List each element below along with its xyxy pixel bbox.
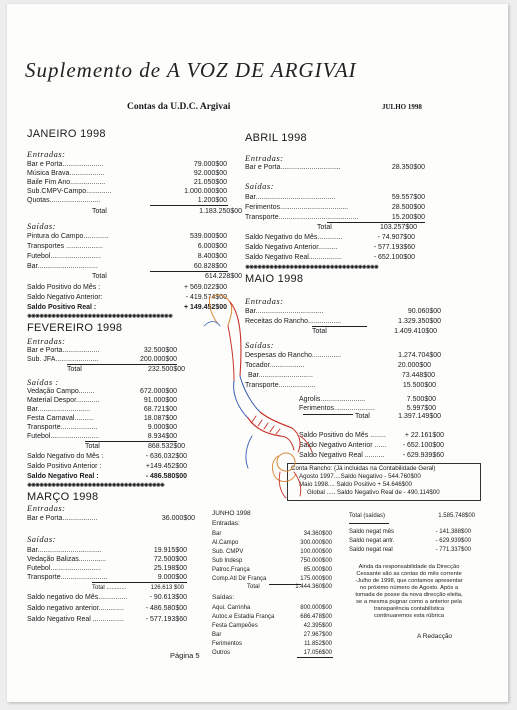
signature: A Redacção: [417, 633, 453, 640]
divider: [327, 222, 425, 223]
divider: [150, 271, 228, 272]
janeiro-saidas-label: Saídas:: [27, 221, 56, 231]
fevereiro-saidas-label: Saídas :: [27, 377, 59, 387]
divider: [349, 523, 389, 524]
page-title: Suplemento de A VOZ DE ARGIVAI: [25, 58, 357, 82]
divider: [67, 364, 177, 365]
divider: [150, 205, 228, 206]
marco-entradas-label: Entradas:: [27, 503, 66, 513]
junho-saidas-label: Saídas:: [212, 594, 235, 601]
star-divider: ✺✺✺✺✺✺✺✺✺✺✺✺✺✺✺✺✺✺✺✺✺✺✺✺✺✺✺✺✺✺✺✺✺: [245, 265, 378, 271]
closing-note: Ainda da responsabilidade da Direcção Cessante são as contas do mês corrente -Julho de 1998, que contamos apresentar no próximo número de Agosto. Após a tomada de posse da nova direcção eleita, se a mesma pugnar como a anterior pela transparência contabilística continuaremos esta rúbrica: [355, 564, 463, 619]
fevereiro-entradas-label: Entradas:: [27, 336, 66, 346]
page-subtitle: Contas da U.D.C. Argivai: [127, 102, 231, 112]
janeiro-heading: JANEIRO 1998: [27, 128, 106, 140]
conta-rancho-line: Agosto 1997....Saldo Negativo - 544.760$00: [299, 473, 421, 480]
divider: [92, 582, 187, 583]
gymnast-illustration: [182, 286, 322, 501]
junho-entradas-label: Entradas:: [212, 520, 240, 527]
conta-rancho-line: Global ..... Saldo Negativo Real de - 490.114$00: [307, 489, 440, 496]
abril-heading: ABRIL 1998: [245, 132, 307, 144]
page-sheet: Suplemento de A VOZ DE ARGIVAI Contas da U.D.C. Argivai JULHO 1998 JANEIRO 1998 Entradas: Bar e Porta..................... 79.000$00 Música Brava.................. 92.000$00 Baile Fim Ano.................. 21.050$00 Sub.CMPV-Campo............. 1.000.000$00 Quotas.......................... 1.200$00 Total 1.183.250$00 Saídas: Pintura do Campo............. 539.000$00 Transportes ................... 6.000$00 Futebol.......................... 8.400$00 Bar............................... 60.828$00 Total 614.228$00 Saldo Positivo do Mês : + 569.022$00 Saldo Negativo Anterior: - 419.574$00 Saldo Positivo Real : + 149.452$00 ✺✺✺✺✺✺✺✺✺✺✺✺✺✺✺✺✺✺✺✺✺✺✺✺✺✺✺✺✺✺✺✺✺✺✺✺ FEVEREIRO 1998 Entradas: Bar e Porta................... 32.500$00 Sub. JFA...................... 200.000$00 Total 232.500$00 Saídas : Vedação Campo........ 672.000$00 Material Despor............ 91.000$00 Bar........................... 68.721$00 Festa Carnaval.......... 18.087$00 Transporte................... 9.000$00 Futebol......................... 8.934$00 Total 868.532$00 Saldo Negativo do Mês : - 636.032$00 Saldo Positivo Anterior : +149.452$00 Saldo Negativo Real : - 486.580$00 ✺✺✺✺✺✺✺✺✺✺✺✺✺✺✺✺✺✺✺✺✺✺✺✺✺✺✺✺✺✺✺✺✺✺ MARÇO 1998 Entradas: Bar e Porta.................. 36.000$00 Saídas: Bar................................. 19.915$00 Vedação Balizas.............. 72.500$00 Futebol.......................... 25.198$00 Transporte........................ 9.000$00 Total ............ 126.613 $00 Saldo negativo do Mês............... - 90.613$00 Saldo negativo anterior............. - 486.580$00 Saldo Negativo Real ................ - 577.193$60 ABRIL 1998 Entradas: Bar e Porta............................... 28.350$00 Saídas: Bar......................................... 59.557$00 Ferimentos................................... 28.500$00 Transporte......................................... 15.200$00 Total 103.257$00 Saldo Negativo do Mês............. - 74.907$00 Saldo Negativo Anterior.......... - 577.193$60 Saldo Negativo Real................. - 652.100$00 ✺✺✺✺✺✺✺✺✺✺✺✺✺✺✺✺✺✺✺✺✺✺✺✺✺✺✺✺✺✺✺✺✺ MAIO 1998 Entradas: Bar................................... 90.060$00 Receitas do Rancho................. 1.329.350$00 Total 1.409.410$00 Saídas: Despesas do Rancho............... 1.274.704$00 Tocador.................. 20.000$00 Bar............................ 73.448$00 Transporte................... 15.500$00 Agrolis....................... 7.500$00 Ferimentos..................... 5.997$00 Total 1.397.149$00 Saldo Positivo do Mês ........ + 22.161$00 Saldo Negativo Anterior ...... - 652.100$00 Saldo Negativo Real .......... - 629.939$60 Conta Rancho: (Já incluidas na Contabilidade Geral) Agosto 1997....Saldo Negativo - 544.760$00 Maio 1998.... Saldo Positivo + 54.646$00 Global ..... Saldo Negativo Real de - 490.114$00 JUNHO 1998 Entradas: Bar 34.360$00 Al.Campo 300.000$00 Sub. CMPV 100.000$00 Sub Indesp 750.000$00 Patroc.França 85.000$00 Comp.Atl Dir França 175.000$00 Total 1.444.360$00 Saídas: Aqui. Carrinha 800.000$00 Autoc.e Estadia França 686.478$00 Festa Campeões 42.395$00 Bar 27.967$00 Ferimentos 11.852$00 Outros 17.056$00 Total (saídas) 1.585.748$00 Saldo negat mês - 141.388$00 Saldo negat antr. - 629.939$00 Saldo negat real - 771.337$00 Ainda da responsabilidade da Direcção Cessante são as contas do mês corrente -Julho de 1998, que contamos apresentar no próximo número de Agosto. Após a tomada de posse da nova direcção eleita, se a mesma pugnar como a anterior pela transparência contabilística continuaremos esta rúbrica A Redacção Página 5: [7, 4, 508, 702]
divider: [85, 441, 177, 442]
divider: [297, 657, 333, 658]
abril-entradas-label: Entradas:: [245, 153, 284, 163]
page-date: JULHO 1998: [382, 103, 422, 111]
conta-rancho-line: Conta Rancho: (Já incluidas na Contabilidade Geral): [291, 465, 436, 472]
conta-rancho-line: Maio 1998.... Saldo Positivo + 54.646$00: [299, 481, 413, 488]
star-divider: ✺✺✺✺✺✺✺✺✺✺✺✺✺✺✺✺✺✺✺✺✺✺✺✺✺✺✺✺✺✺✺✺✺✺: [27, 483, 164, 489]
fevereiro-heading: FEVEREIRO 1998: [27, 322, 123, 334]
marco-heading: MARÇO 1998: [27, 491, 99, 503]
page-number: Página 5: [170, 651, 200, 660]
janeiro-entradas-label: Entradas:: [27, 149, 66, 159]
junho-heading: JUNHO 1998: [212, 510, 251, 517]
maio-saidas-label: Saídas:: [245, 340, 274, 350]
maio-entradas-label: Entradas:: [245, 296, 284, 306]
marco-saidas-label: Saídas:: [27, 534, 56, 544]
maio-heading: MAIO 1998: [245, 273, 304, 285]
star-divider: ✺✺✺✺✺✺✺✺✺✺✺✺✺✺✺✺✺✺✺✺✺✺✺✺✺✺✺✺✺✺✺✺✺✺✺✺: [27, 314, 172, 320]
abril-saidas-label: Saídas:: [245, 181, 274, 191]
